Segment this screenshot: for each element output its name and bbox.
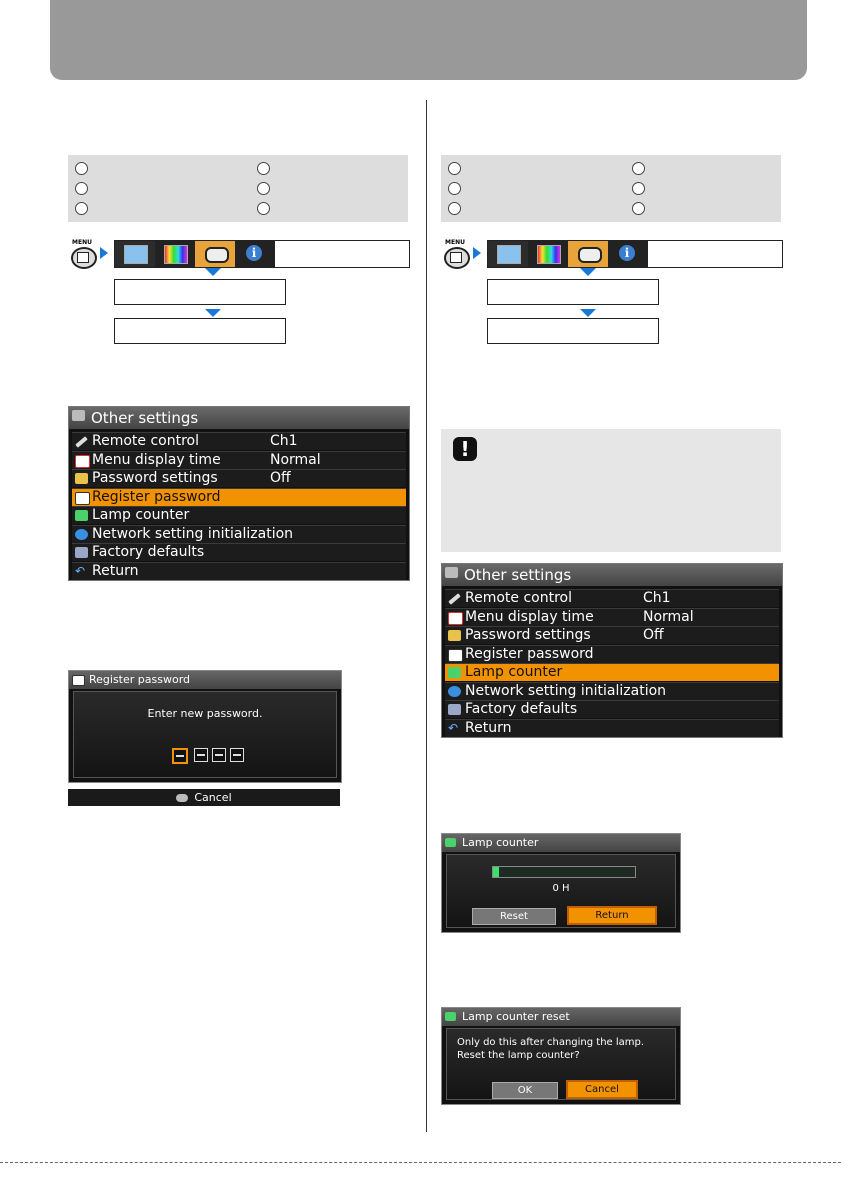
cancel-hint-bar[interactable]: Cancel	[68, 789, 340, 806]
radio-icon	[75, 182, 88, 195]
radio-icon	[257, 162, 270, 175]
password-digit-2[interactable]	[194, 748, 208, 762]
other-settings-menu	[68, 406, 410, 581]
caution-note-box	[441, 429, 781, 552]
menu-title: Other settings	[464, 566, 572, 584]
radio-icon	[448, 202, 461, 215]
menu-path-step-2	[487, 318, 659, 344]
menu-item-menu-display-time[interactable]: Menu display time Normal	[445, 608, 779, 626]
tab-display-icon	[115, 241, 155, 267]
menu-item-lamp-counter[interactable]: Lamp counter	[72, 506, 406, 524]
lamp-usage-bar	[492, 866, 636, 878]
tab-image-adjust-icon	[155, 241, 195, 267]
radio-icon	[75, 202, 88, 215]
tab-system-settings-icon	[195, 241, 235, 267]
input-signal-radio-box	[441, 155, 781, 222]
radio-icon	[257, 182, 270, 195]
tab-information-icon: i	[608, 241, 648, 267]
menu-item-register-password[interactable]: Register password	[72, 488, 406, 506]
return-arrow-icon: ↶	[75, 563, 86, 578]
input-signal-radio-box	[68, 155, 408, 222]
radio-icon	[75, 162, 88, 175]
menu-tab-bar	[114, 240, 410, 268]
arrow-down-icon	[205, 309, 221, 317]
password-prompt: Enter new password.	[147, 707, 263, 720]
arrow-down-icon	[580, 309, 596, 317]
menu-path-step-1	[114, 279, 286, 305]
lamp-icon	[445, 838, 456, 847]
tab-information-icon: i	[235, 241, 275, 267]
key-icon	[448, 630, 461, 641]
dialog-title: Lamp counter	[462, 836, 539, 849]
menu-item-lamp-counter[interactable]: Lamp counter	[445, 663, 779, 681]
clock-icon	[448, 612, 463, 625]
password-digit-4[interactable]	[230, 748, 244, 762]
arrow-down-icon	[580, 268, 596, 276]
register-password-icon	[448, 649, 463, 662]
radio-icon	[632, 162, 645, 175]
clock-icon	[75, 455, 90, 468]
menu-button-icon: MENU	[70, 239, 96, 267]
dialog-title: Lamp counter reset	[462, 1010, 570, 1023]
menu-path-step-2	[114, 318, 286, 344]
tab-display-icon	[488, 241, 528, 267]
menu-item-password-settings[interactable]: Password settings Off	[445, 626, 779, 644]
menu-item-remote-control[interactable]: Remote control Ch1	[72, 432, 406, 450]
menu-item-network-setting-initialization[interactable]: Network setting initialization	[445, 682, 779, 700]
cancel-button[interactable]: Cancel	[566, 1080, 638, 1099]
lamp-usage-fill	[493, 867, 499, 877]
settings-menu-icon	[445, 567, 458, 578]
menu-tab-bar	[487, 240, 783, 268]
factory-defaults-icon	[448, 704, 461, 715]
lamp-icon	[445, 1012, 456, 1021]
menu-title: Other settings	[91, 409, 199, 427]
lamp-hours: 0 H	[552, 883, 570, 894]
dialog-title: Register password	[89, 673, 191, 686]
menu-item-remote-control[interactable]: Remote control Ch1	[445, 589, 779, 607]
radio-icon	[632, 202, 645, 215]
pen-icon	[75, 436, 88, 447]
password-digit-3[interactable]	[212, 748, 226, 762]
lamp-counter-dialog	[441, 833, 681, 933]
register-password-icon	[72, 675, 85, 686]
password-digit-1[interactable]	[172, 748, 188, 764]
menu-item-return[interactable]: ↶ Return	[72, 562, 406, 580]
reset-message-line-2: Reset the lamp counter?	[457, 1050, 580, 1061]
column-divider	[426, 100, 427, 1132]
arrow-right-icon	[473, 247, 481, 259]
return-arrow-icon: ↶	[448, 720, 459, 735]
radio-icon	[632, 182, 645, 195]
radio-icon	[448, 182, 461, 195]
menu-item-register-password[interactable]: Register password	[445, 645, 779, 663]
key-icon	[75, 473, 88, 484]
return-button[interactable]: Return	[567, 906, 657, 925]
arrow-down-icon	[205, 268, 221, 276]
radio-icon	[448, 162, 461, 175]
register-password-dialog	[68, 670, 342, 783]
reset-message-line-1: Only do this after changing the lamp.	[457, 1037, 645, 1048]
settings-menu-icon	[72, 410, 85, 421]
page-header-bar	[50, 0, 807, 80]
menu-item-return[interactable]: ↶ Return	[445, 719, 779, 737]
menu-path-step-1	[487, 279, 659, 305]
radio-icon	[257, 202, 270, 215]
footer-dashed-line	[0, 1162, 841, 1163]
menu-item-factory-defaults[interactable]: Factory defaults	[445, 700, 779, 718]
menu-item-factory-defaults[interactable]: Factory defaults	[72, 543, 406, 561]
network-icon	[75, 529, 88, 540]
tab-image-adjust-icon	[528, 241, 568, 267]
reset-button[interactable]: Reset	[472, 908, 556, 925]
lamp-icon	[75, 510, 88, 521]
pen-icon	[448, 593, 461, 604]
caution-icon: !	[453, 437, 477, 461]
menu-button-icon: MENU	[443, 239, 469, 267]
menu-item-password-settings[interactable]: Password settings Off	[72, 469, 406, 487]
arrow-right-icon	[100, 247, 108, 259]
lamp-icon	[448, 667, 461, 678]
lamp-counter-reset-dialog	[441, 1007, 681, 1105]
menu-item-menu-display-time[interactable]: Menu display time Normal	[72, 451, 406, 469]
other-settings-menu	[441, 563, 783, 738]
menu-item-network-setting-initialization[interactable]: Network setting initialization	[72, 525, 406, 543]
register-password-icon	[75, 492, 90, 505]
tab-system-settings-icon	[568, 241, 608, 267]
factory-defaults-icon	[75, 547, 88, 558]
button-icon	[176, 794, 188, 802]
password-digit-fields[interactable]	[172, 748, 252, 764]
ok-button[interactable]: OK	[492, 1082, 558, 1099]
network-icon	[448, 686, 461, 697]
